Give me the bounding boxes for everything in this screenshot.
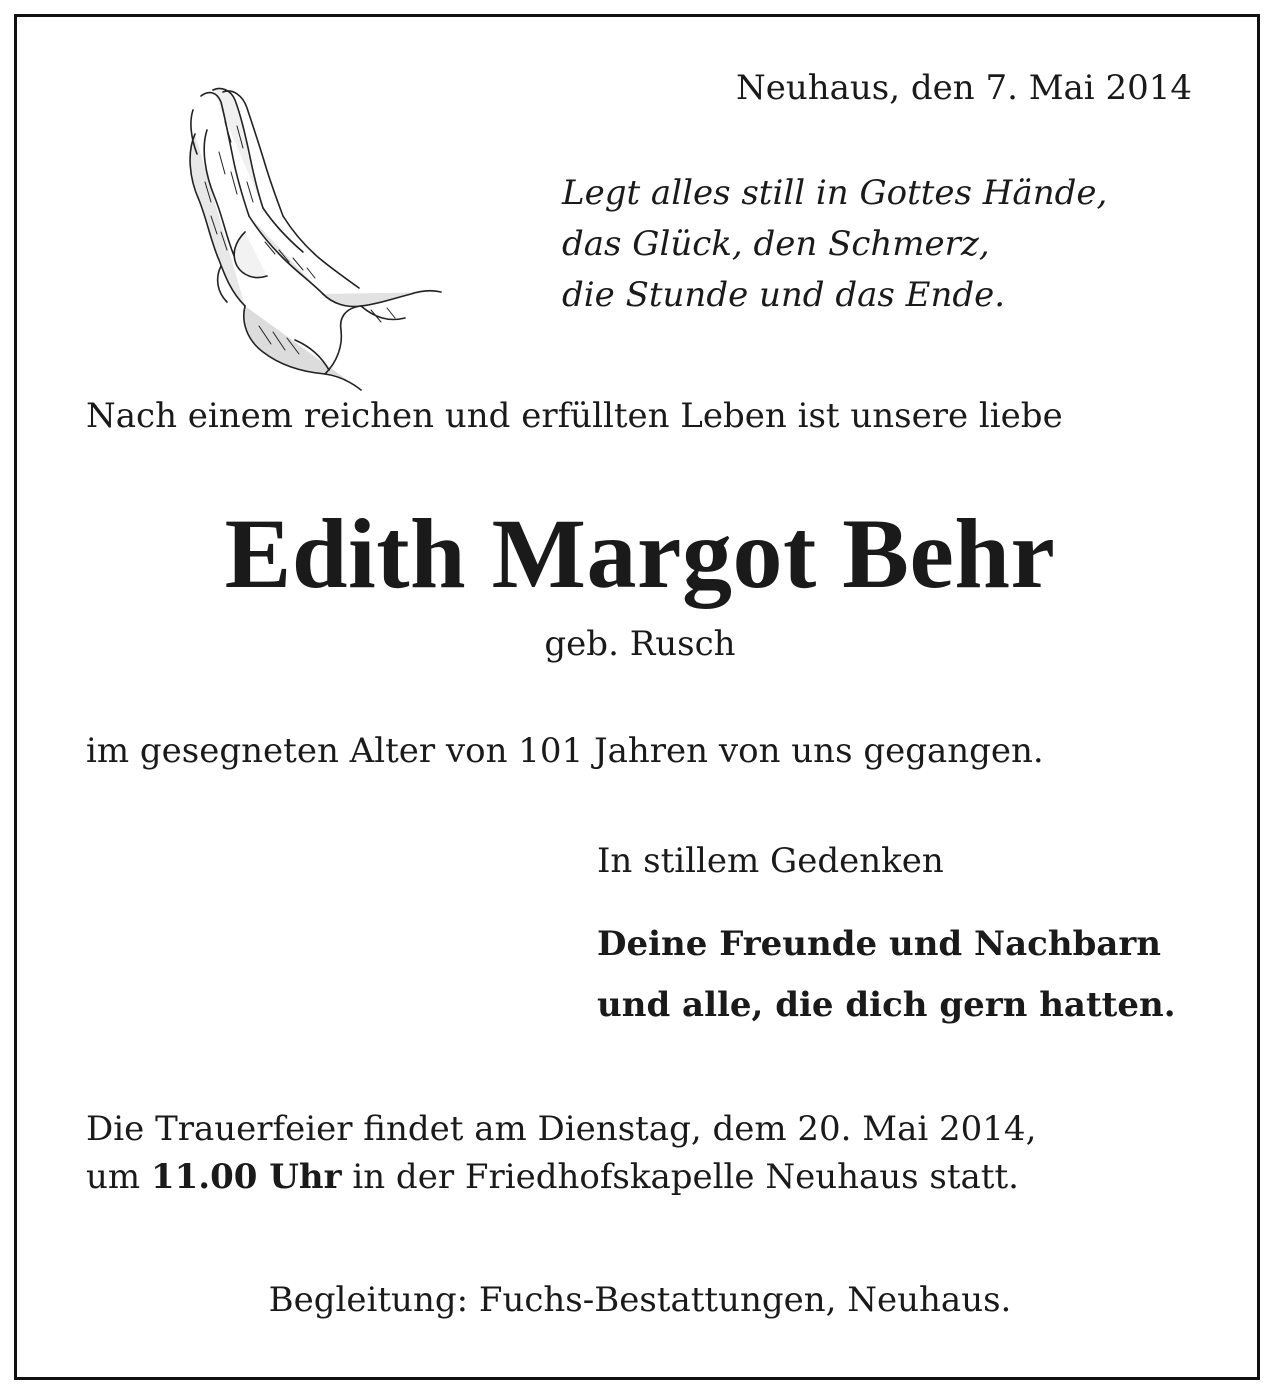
praying-hands-icon [175, 82, 443, 394]
funeral-line [86, 1153, 1036, 1201]
funeral-prefix: um [86, 1157, 151, 1197]
mourners-line: und alle, die dich gern hatten. [597, 985, 1176, 1025]
funeral-info [86, 1105, 1036, 1201]
verse-line: die Stunde und das Ende. [562, 275, 1006, 315]
funeral-suffix: in der Friedhofskapelle Neuhaus statt. [341, 1157, 1019, 1197]
maiden-name: geb. Rusch [544, 624, 736, 664]
memory-line: In stillem Gedenken [597, 841, 944, 881]
verse-line: Legt alles still in Gottes Hände, [562, 173, 1108, 213]
funeral-line: Die Trauerfeier findet am Dienstag, dem 20. Mai 2014, [86, 1109, 1037, 1149]
funeral-time: 11.00 Uhr [150, 1157, 342, 1197]
age-text: im gesegneten Alter von 101 Jahren von uns gegangen. [86, 731, 1044, 771]
mourners-line: Deine Freunde und Nachbarn [597, 924, 1162, 964]
deceased-name: Edith Margot Behr [224, 498, 1056, 609]
verse [562, 168, 1107, 321]
intro-text: Nach einem reichen und erfüllten Leben ist unsere liebe [86, 396, 1063, 436]
escort-text: Begleitung: Fuchs-Bestattungen, Neuhaus. [268, 1280, 1012, 1320]
verse-line: das Glück, den Schmerz, [562, 224, 990, 264]
mourners [597, 914, 1176, 1036]
place-date: Neuhaus, den 7. Mai 2014 [735, 68, 1192, 108]
